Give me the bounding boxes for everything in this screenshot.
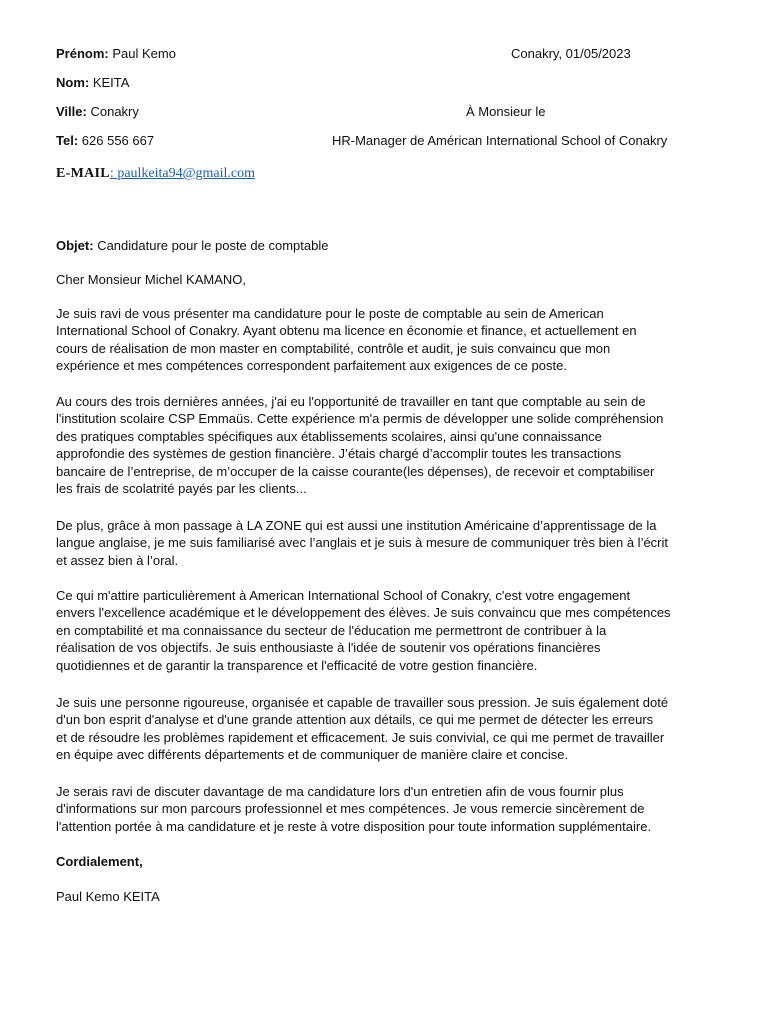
- paragraph-line: l'attention portée à ma candidature et je reste à votre disposition pour toute information supplémentaire.: [56, 818, 652, 834]
- paragraph-line: Je suis ravi de vous présenter ma candidature pour le poste de comptable au sein de American: [56, 306, 604, 321]
- prenom-value: Paul Kemo: [112, 46, 176, 61]
- nom-line: [56, 74, 129, 91]
- nom-label: Nom:: [56, 75, 90, 90]
- recipient-line-1: À Monsieur le: [466, 104, 546, 119]
- paragraph-line: les frais de scolatrité payés par les clients...: [56, 481, 307, 497]
- paragraph-line: en équipe avec différents départements et de communiquer de manière claire et concise.: [56, 747, 569, 763]
- paragraph-line: et assez bien à l’oral.: [56, 552, 179, 568]
- paragraph-2: [56, 393, 724, 497]
- paragraph-line: quotidiennes et de garantir la transparence et l'efficacité de votre gestion financière.: [56, 657, 538, 673]
- ville-label: Ville:: [56, 104, 87, 119]
- prenom-line: [56, 45, 176, 62]
- objet-value: Candidature pour le poste de comptable: [97, 238, 329, 253]
- paragraph-line: cours de réalisation de mon master en comptabilité, contrôle et audit, je suis convaincu que mon: [56, 340, 611, 356]
- ville-value: Conakry: [90, 104, 139, 119]
- paragraph-line: réalisation de vos objectifs. Je suis enthousiaste à l'idée de soutenir vos opérations financières: [56, 640, 601, 656]
- email-link[interactable]: paulkeita94@gmail.com: [117, 166, 256, 181]
- tel-label: Tel:: [56, 133, 79, 148]
- paragraph-line: langue anglaise, je me suis familiarisé avec l’anglais et je suis à mesure de communiquer très bien à l’écrit: [56, 535, 669, 551]
- recipient-line-2: HR-Manager de Américan International School of Conakry: [332, 133, 668, 148]
- paragraph-3: [56, 517, 724, 569]
- paragraph-line: l'institution scolaire CSP Emmaüs. Cette expérience m'a permis de développer une solide compréhension: [56, 411, 664, 427]
- email-line: [56, 166, 255, 182]
- objet-label: Objet:: [56, 238, 94, 253]
- email-separator: :: [109, 166, 118, 181]
- paragraph-line: d'un bon esprit d'analyse et d'une grande attention aux détails, ce qui me permet de détecter les erreurs: [56, 712, 654, 728]
- paragraph-line: approfondie des systèmes de gestion financière. J’étais chargé d’accomplir toutes les transactions: [56, 446, 622, 462]
- signature: Paul Kemo KEITA: [56, 889, 160, 904]
- email-label: E-MAIL: [56, 166, 110, 181]
- paragraph-line: des pratiques comptables spécifiques aux établissements scolaires, ainsi qu'une connaissance: [56, 428, 602, 444]
- prenom-label: Prénom:: [56, 46, 109, 61]
- nom-value: KEITA: [92, 75, 130, 90]
- paragraph-line: Je serais ravi de discuter davantage de ma candidature lors d'un entretien afin de vous fournir plus: [56, 784, 624, 799]
- paragraph-line: envers l'excellence académique et le développement des élèves. Je suis convaincu que mes compétences: [56, 605, 671, 621]
- paragraph-line: et de résoudre les problèmes rapidement et efficacement. Je suis convivial, ce qui me permet de travailler: [56, 729, 665, 745]
- paragraph-line: Je suis une personne rigoureuse, organisée et capable de travailler sous pression. Je suis également doté: [56, 695, 669, 710]
- tel-line: [56, 132, 154, 149]
- ville-line: [56, 103, 139, 120]
- objet-line: [56, 237, 328, 254]
- closing: Cordialement,: [56, 854, 143, 869]
- paragraph-line: De plus, grâce à mon passage à LA ZONE qui est aussi une institution Américaine d’apprentissage de la: [56, 518, 657, 533]
- paragraph-6: [56, 783, 724, 835]
- salutation: Cher Monsieur Michel KAMANO,: [56, 272, 246, 287]
- paragraph-line: International School of Conakry. Ayant obtenu ma licence en économie et finance, et actuellement en: [56, 323, 637, 339]
- tel-value: 626 556 667: [81, 133, 155, 148]
- paragraph-5: [56, 694, 724, 764]
- place-date: Conakry, 01/05/2023: [511, 46, 631, 61]
- paragraph-4: [56, 587, 724, 674]
- paragraph-line: Au cours des trois dernières années, j'ai eu l'opportunité de travailler en tant que comptable au sein de: [56, 394, 646, 409]
- paragraph-1: [56, 305, 724, 375]
- paragraph-line: bancaire de l’entreprise, de m’occuper de la caisse courante(les dépenses), de recevoir et comptabiliser: [56, 463, 655, 479]
- paragraph-line: en comptabilité et ma connaissance du secteur de l'éducation me permettront de contribuer à la: [56, 622, 607, 638]
- paragraph-line: expérience et mes compétences correspondent parfaitement aux exigences de ce poste.: [56, 358, 567, 374]
- paragraph-line: Ce qui m'attire particulièrement à American International School of Conakry, c'est votre engagement: [56, 588, 631, 603]
- paragraph-line: d'informations sur mon parcours professionnel et mes compétences. Je vous remercie sincèrement de: [56, 801, 645, 817]
